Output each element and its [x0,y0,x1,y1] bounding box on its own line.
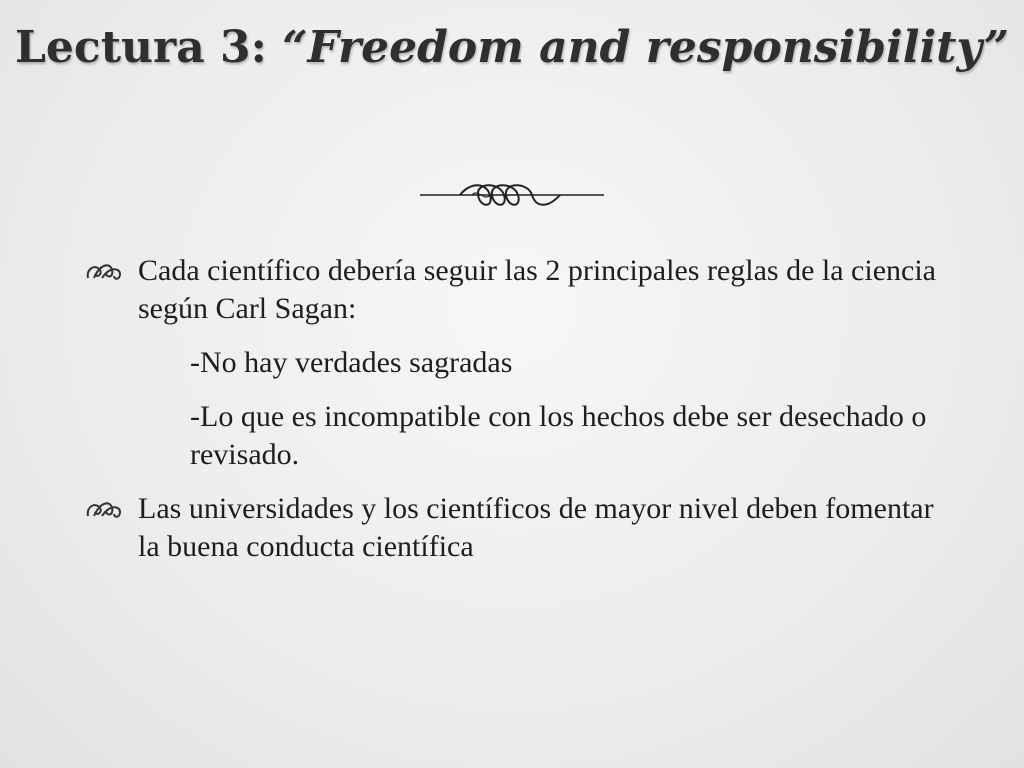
slide-content [84,252,944,582]
bullet-item-2 [84,490,944,566]
bullet-text: Las universidades y los científicos de mayor nivel deben fomentar la buena conducta científica [138,492,934,563]
bullet-text: Cada científico debería seguir las 2 principales reglas de la ciencia según Carl Sagan: [138,254,936,325]
ornamental-scroll-icon [84,496,124,522]
slide-title [0,22,1024,74]
flourish-divider-icon [420,178,604,212]
title-prefix: Lectura 3: [14,22,283,73]
sub-item-1: -No hay verdades sagradas [190,346,513,379]
sub-item-2: -Lo que es incompatible con los hechos debe ser desechado o revisado. [190,400,927,471]
ornamental-scroll-icon [84,258,124,284]
title-quoted: “Freedom and responsibility” [282,22,1009,73]
bullet-item-1 [84,252,944,328]
